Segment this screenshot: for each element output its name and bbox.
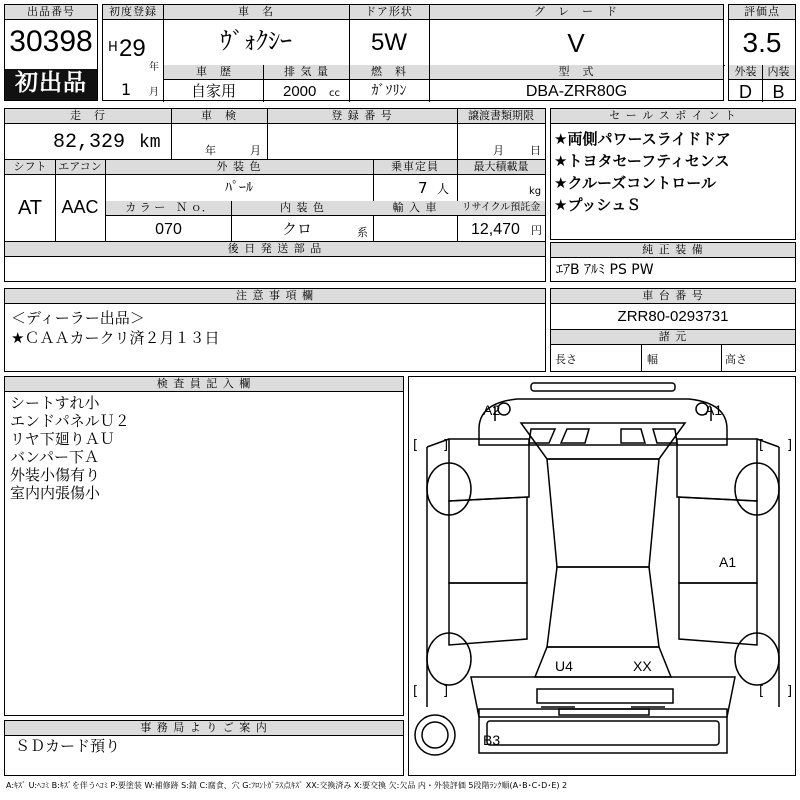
mark-a2: A2	[483, 402, 501, 418]
svg-text:]: ]	[443, 438, 449, 453]
inspector-label: 検 査 員 記 入 欄	[5, 377, 403, 392]
office-box	[4, 720, 404, 776]
car-diagram	[408, 376, 796, 776]
reg-year: 29	[119, 35, 146, 62]
interior-value: B	[772, 82, 785, 102]
dims-label: 諸 元	[551, 330, 795, 345]
history-label: 車 歴	[164, 65, 264, 80]
inspector-line-6: 室内内張傷小	[10, 484, 101, 502]
grade-value: V	[567, 28, 585, 58]
svg-text:[: [	[413, 438, 419, 453]
mark-a1-side: A1	[719, 554, 737, 570]
mileage-label: 走 行	[5, 109, 171, 124]
svg-text:[: [	[759, 684, 765, 699]
mileage-value: 82,329	[53, 131, 126, 154]
recycle-value: 12,470	[471, 221, 520, 238]
sales-point-2: ★トヨタセーフティセンス	[554, 152, 730, 170]
inspector-line-4: バンパー下Ａ	[10, 448, 99, 466]
shift-label: シフト	[5, 160, 55, 175]
svg-text:[: [	[413, 684, 419, 699]
recycle-unit: 円	[531, 224, 542, 237]
import-label: 輸 入 車	[373, 201, 457, 216]
svg-text:]: ]	[787, 684, 793, 699]
svg-text:]: ]	[787, 438, 793, 453]
office-label: 事 務 局 よ り ご 案 内	[5, 721, 403, 736]
car-name-label: 車 名	[163, 5, 349, 20]
inspection-label: 車 検	[171, 109, 267, 124]
aircon-label: エアコン	[55, 160, 105, 175]
lot-number-box	[4, 4, 98, 101]
mileage-unit: km	[139, 133, 161, 153]
capacity-unit: 人	[437, 182, 450, 196]
svg-text:]: ]	[443, 684, 449, 699]
color-no-label: カ ラ ー Ｎ ｏ．	[106, 201, 232, 216]
later-parts-label: 後 日 発 送 部 品	[5, 242, 545, 257]
first-listing-text: 初出品	[15, 70, 87, 96]
first-listing-badge	[5, 69, 97, 100]
notes-label: 注 意 事 項 欄	[5, 289, 545, 304]
max-load-unit: kg	[529, 186, 542, 197]
shift-value: AT	[17, 197, 43, 219]
transfer-label: 譲渡書類期限	[457, 109, 545, 124]
legend-footer: A:ｷｽﾞ U:ﾍｺﾐ B:ｷｽﾞを伴うﾍｺﾐ P:要塗装 W:補修跡 S:錆 C:腐食、穴 G:ﾌﾛﾝﾄｶﾞﾗｽ点ｷｽﾞ XX:交換済み X:要交換 欠:欠品 内・外装評価 5段階ﾗﾝｸ順(A･B･C･D･E) 2	[6, 781, 568, 790]
info-box	[4, 108, 546, 282]
mark-b3: B3	[483, 732, 501, 748]
notes-box	[4, 288, 546, 372]
ext-color-label: 外 装 色	[105, 160, 373, 175]
equipment-label: 純 正 装 備	[551, 243, 795, 258]
int-color-value: クロ	[281, 220, 312, 238]
inspection-year-unit: 年	[205, 144, 216, 157]
inspector-line-5: 外装小傷有り	[10, 466, 101, 484]
transfer-day-unit: 日	[530, 144, 541, 157]
chassis-label: 車 台 番 号	[551, 289, 795, 304]
mark-u4: U4	[555, 658, 573, 674]
main-header-box	[102, 4, 724, 101]
mark-a1-front: A1	[705, 402, 723, 418]
chassis-value: ZRR80-0293731	[617, 308, 729, 325]
displacement-value: 2000	[283, 83, 317, 100]
capacity-value: 7	[418, 179, 428, 197]
lot-number-label: 出品番号	[5, 5, 97, 20]
width-label: 幅	[647, 353, 658, 366]
int-color-suffix: 系	[357, 226, 368, 239]
color-no-value: 070	[155, 221, 182, 238]
inspector-line-3: リヤ下廻りＡＵ	[10, 430, 115, 448]
inspection-month-unit: 月	[250, 144, 261, 157]
inspector-line-1: シートすれ小	[10, 394, 100, 412]
reg-number-label: 登 録 番 号	[267, 109, 457, 124]
exterior-label: 外装	[729, 65, 762, 80]
capacity-label: 乗車定員	[373, 160, 457, 175]
transfer-month-unit: 月	[493, 144, 504, 157]
door-value: 5W	[371, 29, 407, 56]
rating-value: 3.5	[742, 27, 782, 58]
model-value: DBA-ZRR80G	[525, 83, 628, 100]
sales-point-3: ★クルーズコントロール	[554, 174, 716, 192]
sales-points-box	[550, 108, 796, 240]
inspector-line-2: エンドパネルＵ２	[10, 412, 130, 430]
displacement-unit: cc	[329, 88, 340, 99]
car-outline-svg	[409, 377, 797, 777]
year-unit: 年	[149, 62, 159, 73]
reg-month: 1	[121, 80, 132, 99]
equipment-box	[550, 242, 796, 282]
length-label: 長さ	[555, 353, 577, 366]
int-color-label: 内 装 色	[232, 201, 373, 216]
height-label: 高さ	[725, 353, 747, 366]
max-load-label: 最大積載量	[457, 160, 545, 175]
notes-line-2: ★ＣＡＡカークリ済２月１３日	[11, 329, 220, 347]
lot-number: 30398	[9, 25, 93, 58]
svg-text:[: [	[759, 438, 765, 453]
notes-line-1: ＜ディーラー出品＞	[11, 309, 145, 327]
equipment-value: ｴｱB ｱﾙﾐ PS PW	[556, 262, 654, 278]
grade-label: グ レ ー ド	[429, 5, 723, 20]
model-label: 型 式	[430, 65, 723, 80]
sales-point-4: ★プッシュＳ	[554, 196, 642, 214]
mark-xx: XX	[633, 658, 652, 674]
rating-box	[728, 4, 796, 101]
displacement-label: 排 気 量	[264, 65, 349, 80]
inspector-box	[4, 376, 404, 716]
door-label: ドア形状	[349, 5, 429, 20]
car-name: ｳﾞｫｸｼｰ	[220, 27, 292, 55]
chassis-box	[550, 288, 796, 372]
ext-color-value: ﾊﾟｰﾙ	[225, 180, 253, 196]
sales-point-1: ★両側パワースライドドア	[554, 130, 731, 148]
exterior-value: D	[739, 82, 752, 102]
first-reg-label: 初度登録	[103, 5, 163, 20]
recycle-label: リサイクル預託金	[457, 201, 545, 216]
history-value: 自家用	[190, 82, 236, 100]
rating-label: 評価点	[729, 5, 795, 20]
fuel-label: 燃 料	[349, 65, 429, 80]
sales-points-label: セ ー ル ス ポ イ ン ト	[551, 109, 795, 124]
aircon-value: AAC	[61, 197, 99, 217]
fuel-value: ｶﾞｿﾘﾝ	[371, 83, 407, 99]
era-letter: H	[108, 40, 118, 55]
interior-label: 内装	[762, 65, 795, 80]
office-value: ＳＤカード預り	[15, 737, 121, 755]
month-unit: 月	[149, 87, 159, 98]
